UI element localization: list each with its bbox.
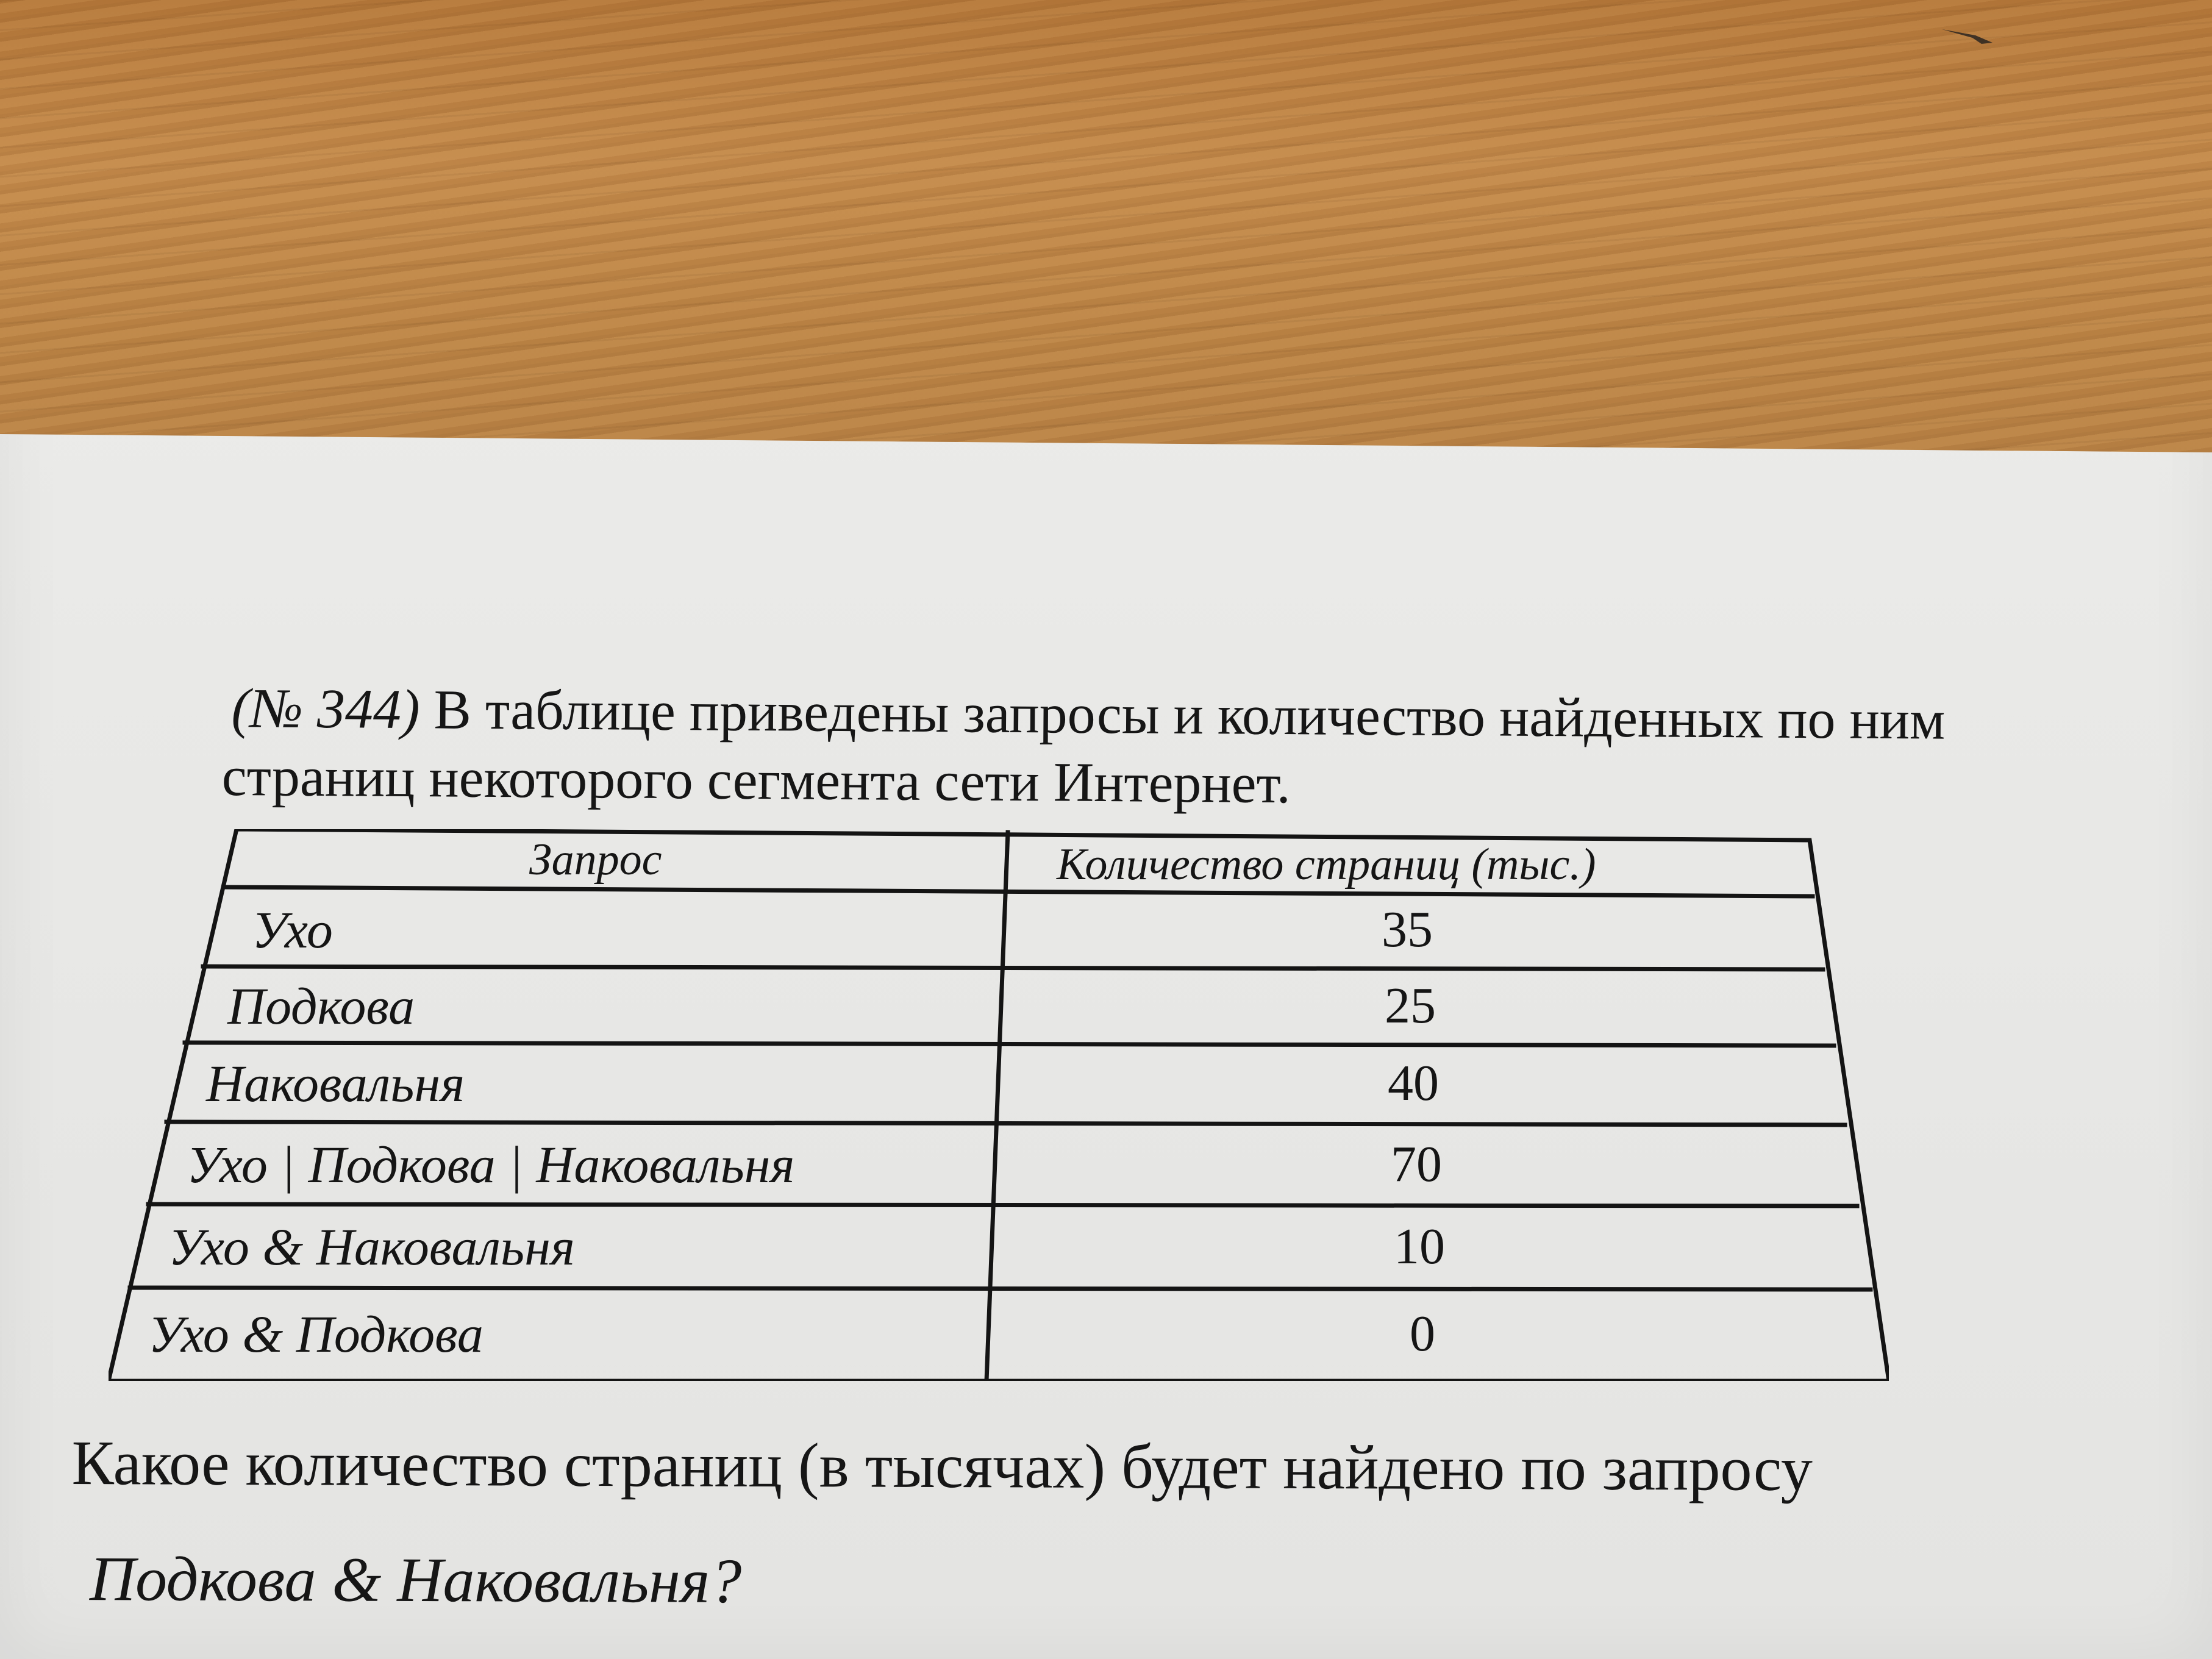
row-6-pages: 0 [1410,1305,1435,1362]
row-2-pages: 25 [1385,977,1436,1034]
row-1-query: Ухо [252,901,333,959]
row-4-query: Ухо | Подкова | Наковальня [187,1135,795,1194]
problem-text-line-2: страниц некоторого сегмента сети Интернет. [221,744,1291,815]
header-query: Запрос [529,835,662,885]
row-5-pages: 10 [1394,1218,1445,1275]
row-2-query: Подкова [227,977,415,1035]
question-query: Подкова & Наковальня? [89,1544,742,1616]
row-3-pages: 40 [1388,1055,1439,1111]
desk-mark [1939,24,1994,49]
wooden-desk [0,0,2212,463]
row-1-pages: 35 [1382,901,1433,958]
problem-number: (№ 344) [231,676,420,741]
row-6-query: Ухо & Подкова [148,1305,483,1363]
question [71,1405,1813,1643]
row-5-query: Ухо & Наковальня [168,1218,575,1276]
problem-line-1 [231,674,1945,754]
problem-line-2 [221,742,1944,822]
header-pages: Количество страниц (тыс.) [1057,840,1596,890]
query-table [109,829,1889,1381]
row-3-query: Наковальня [206,1054,465,1113]
problem-statement [221,674,1946,822]
question-line-1: Какое количество страниц (в тысячах) будет найдено по запросу [71,1427,1813,1504]
row-4-pages: 70 [1391,1136,1442,1193]
problem-text-line-1: В таблице приведены запросы и количество найденных по ним [433,678,1946,751]
